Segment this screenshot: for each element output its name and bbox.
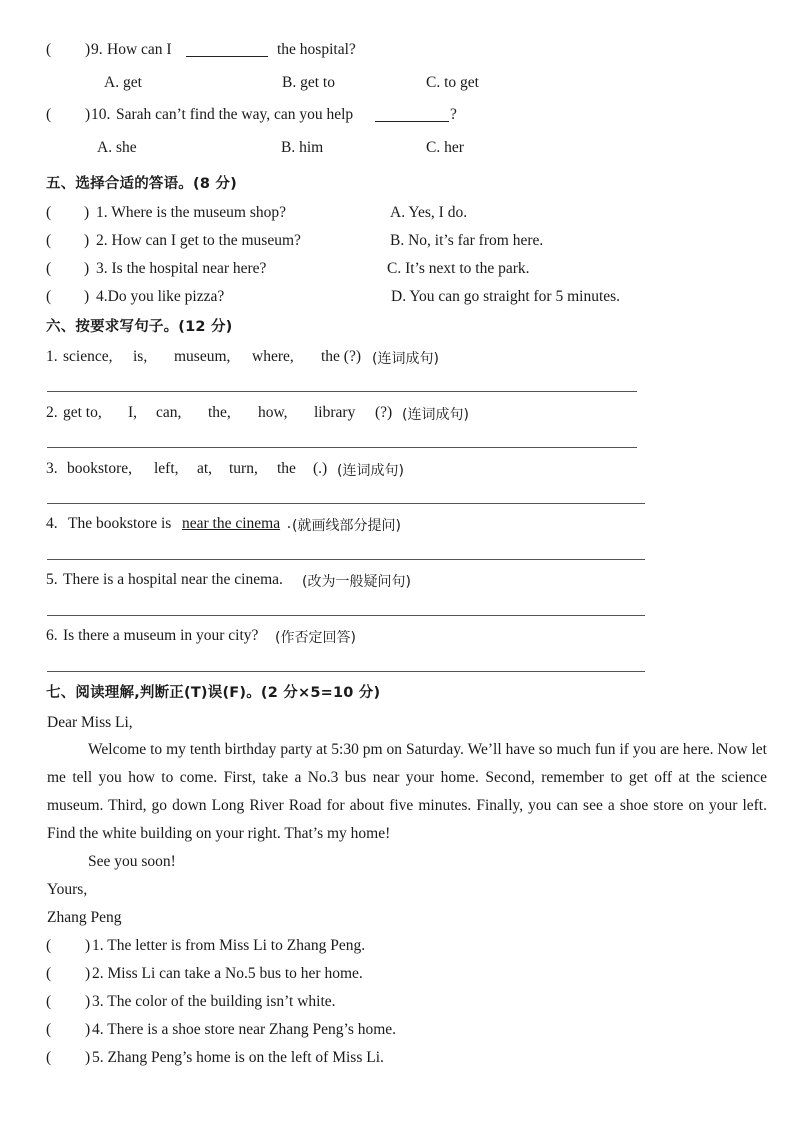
answer-paren-open[interactable]: ( bbox=[46, 937, 52, 954]
statement-text: 1. The letter is from Miss Li to Zhang Peng. bbox=[92, 937, 366, 954]
question-text: 1. Where is the museum shop? bbox=[96, 204, 286, 221]
answer-paren-close: ) bbox=[84, 232, 90, 249]
option-c: C. her bbox=[426, 139, 464, 156]
answer-line[interactable] bbox=[47, 615, 645, 616]
answer-paren-close: ) bbox=[84, 288, 90, 305]
option-b: B. get to bbox=[282, 74, 335, 91]
word: I, bbox=[128, 404, 138, 421]
letter-body: Welcome to my tenth birthday party at 5:30 pm on Saturday. We’ll have so much fun if you are here. Now let me tell you how to come. First, take a No.3 bus near your home. Second, remember to get off at the science museum. Third, go down Long River Road for about five minutes. Finally, you can see a shoe store on your left. Find the white building on your right. That’s my home! bbox=[47, 741, 767, 842]
answer-paren-close: ) bbox=[84, 204, 90, 221]
answer-option-c: C. It’s next to the park. bbox=[387, 260, 530, 277]
item-number: 4. bbox=[46, 515, 58, 532]
option-a: A. she bbox=[97, 139, 137, 156]
item-number: 1. bbox=[46, 348, 58, 365]
item-number: 2. bbox=[46, 404, 58, 421]
word: (?) bbox=[375, 404, 393, 421]
instruction: (就画线部分提问) bbox=[292, 518, 401, 534]
word: turn, bbox=[229, 460, 258, 477]
word: library bbox=[314, 404, 356, 421]
answer-paren-open[interactable]: ( bbox=[46, 204, 52, 221]
item-number: 6. bbox=[46, 627, 58, 644]
answer-paren-open[interactable]: ( bbox=[46, 232, 52, 249]
word: left, bbox=[154, 460, 179, 477]
word: is, bbox=[133, 348, 148, 365]
statement-text: 4. There is a shoe store near Zhang Peng’s home. bbox=[92, 1021, 397, 1038]
answer-line[interactable] bbox=[47, 503, 645, 504]
answer-paren-close: ) bbox=[85, 937, 91, 954]
question-text: 2. How can I get to the museum? bbox=[96, 232, 301, 249]
word: science, bbox=[63, 348, 113, 365]
letter-signature: Zhang Peng bbox=[47, 909, 122, 926]
sentence-text: The bookstore is bbox=[68, 515, 172, 532]
question-text-before: How can I bbox=[107, 41, 172, 58]
answer-paren-open[interactable]: ( bbox=[46, 260, 52, 277]
statement-text: 2. Miss Li can take a No.5 bus to her home. bbox=[92, 965, 363, 982]
answer-paren-close: ) bbox=[85, 106, 91, 123]
instruction: (连词成句) bbox=[372, 351, 439, 367]
answer-paren-open[interactable]: ( bbox=[46, 106, 52, 123]
word: can, bbox=[156, 404, 182, 421]
statement-text: 3. The color of the building isn’t white. bbox=[92, 993, 336, 1010]
question-number: 9. bbox=[91, 41, 103, 58]
answer-line[interactable] bbox=[47, 391, 637, 392]
question-text-after: ? bbox=[450, 106, 457, 123]
answer-paren-open[interactable]: ( bbox=[46, 993, 52, 1010]
section-6-heading: 六、按要求写句子。(12 分) bbox=[46, 319, 233, 335]
instruction: (连词成句) bbox=[402, 407, 469, 423]
statement-text: 5. Zhang Peng’s home is on the left of Miss Li. bbox=[92, 1049, 384, 1066]
answer-paren-open[interactable]: ( bbox=[46, 1049, 52, 1066]
answer-paren-open[interactable]: ( bbox=[46, 965, 52, 982]
answer-option-b: B. No, it’s far from here. bbox=[390, 232, 544, 249]
answer-paren-open[interactable]: ( bbox=[46, 41, 52, 58]
word: the (?) bbox=[321, 348, 362, 365]
answer-paren-open[interactable]: ( bbox=[46, 1021, 52, 1038]
answer-option-d: D. You can go straight for 5 minutes. bbox=[391, 288, 621, 305]
section-7-heading: 七、阅读理解,判断正(T)误(F)。(2 分×5=10 分) bbox=[46, 685, 381, 701]
sentence-text: There is a hospital near the cinema. bbox=[63, 571, 283, 588]
fill-blank[interactable] bbox=[375, 107, 449, 122]
word: the bbox=[277, 460, 296, 477]
question-number: 10. bbox=[91, 106, 111, 123]
instruction: (连词成句) bbox=[337, 463, 404, 479]
answer-paren-close: ) bbox=[85, 1021, 91, 1038]
sentence-text: Is there a museum in your city? bbox=[63, 627, 259, 644]
section-5-heading: 五、选择合适的答语。(8 分) bbox=[46, 176, 237, 192]
letter-signoff: Yours, bbox=[47, 881, 88, 898]
word: (.) bbox=[313, 460, 328, 477]
item-number: 5. bbox=[46, 571, 58, 588]
word: the, bbox=[208, 404, 231, 421]
question-text: 3. Is the hospital near here? bbox=[96, 260, 267, 277]
word: get to, bbox=[63, 404, 102, 421]
answer-paren-close: ) bbox=[85, 41, 91, 58]
answer-line[interactable] bbox=[47, 447, 637, 448]
letter-greeting: Dear Miss Li, bbox=[47, 714, 133, 731]
fill-blank[interactable] bbox=[186, 42, 268, 57]
answer-paren-close: ) bbox=[84, 260, 90, 277]
item-number: 3. bbox=[46, 460, 58, 477]
word: where, bbox=[252, 348, 294, 365]
word: museum, bbox=[174, 348, 231, 365]
answer-paren-close: ) bbox=[85, 993, 91, 1010]
sentence-end: . bbox=[287, 515, 291, 532]
option-c: C. to get bbox=[426, 74, 479, 91]
option-a: A. get bbox=[104, 74, 142, 91]
underlined-phrase: near the cinema bbox=[182, 515, 281, 532]
question-text-before: Sarah can’t find the way, can you help bbox=[116, 106, 354, 123]
question-text: 4.Do you like pizza? bbox=[96, 288, 225, 305]
answer-paren-close: ) bbox=[85, 1049, 91, 1066]
word: bookstore, bbox=[67, 460, 133, 477]
letter-closing-line: See you soon! bbox=[88, 853, 176, 870]
question-text-after: the hospital? bbox=[277, 41, 356, 58]
word: how, bbox=[258, 404, 288, 421]
answer-paren-open[interactable]: ( bbox=[46, 288, 52, 305]
option-b: B. him bbox=[281, 139, 324, 156]
answer-option-a: A. Yes, I do. bbox=[390, 204, 468, 221]
instruction: (作否定回答) bbox=[275, 630, 356, 646]
word: at, bbox=[197, 460, 213, 477]
instruction: (改为一般疑问句) bbox=[302, 574, 411, 590]
answer-paren-close: ) bbox=[85, 965, 91, 982]
answer-line[interactable] bbox=[47, 559, 645, 560]
answer-line[interactable] bbox=[47, 671, 645, 672]
